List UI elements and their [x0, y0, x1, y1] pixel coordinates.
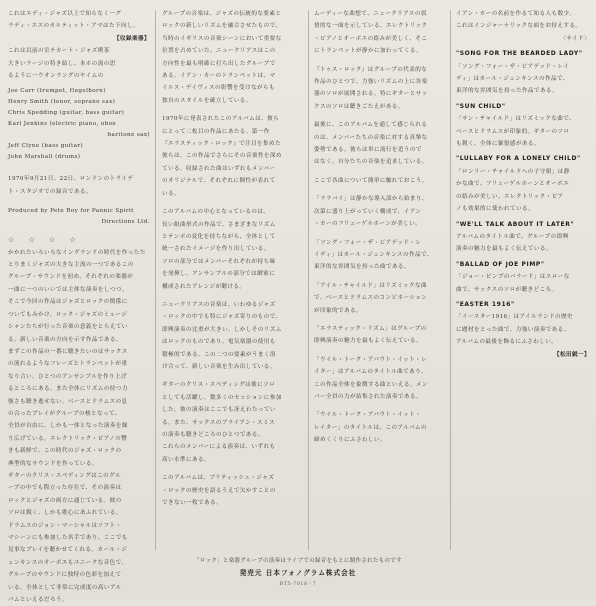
- body-text-line: 器のソロが展開される。特にギターとサッ: [314, 91, 428, 98]
- column-divider: [450, 10, 451, 550]
- body-text-line: 典型的なサウンドを作っている。: [8, 460, 98, 467]
- publisher-name: 発売元 日本フォノグラム株式会社: [239, 569, 357, 577]
- body-text-line: 作品のひとつで、力強いリズムの上に各楽: [314, 79, 428, 86]
- track-note: [456, 299, 590, 349]
- body-text-line: まずこの作品の一番に聴きたいのはサックス: [8, 348, 128, 355]
- body-text-line: ・カーのフリューゲルホーンが美しい。: [314, 221, 422, 228]
- body-text-line: 積極的である。この二つの要素がうまく溶: [162, 351, 276, 358]
- body-text-line: の演奏も聴きどころのひとつである。: [162, 432, 264, 438]
- body-text-line: きも新鮮で、この時代のジャズ・ロックの: [8, 448, 122, 455]
- body-text-line: 即興演奏の魅力を最もよく伝えている。: [314, 338, 422, 345]
- track-title: "WE'LL TALK ABOUT IT LATER": [456, 220, 575, 228]
- body-text-line: ・ロックの中でも特にジャズ寄りのもので、: [162, 314, 282, 321]
- body-text-line: シャンたちが行った音楽の意義をとらえてい: [8, 324, 128, 331]
- body-text-line: ロックとジャズの両方に通じている。彼の: [8, 497, 122, 504]
- body-text-line: グループ・サウンドを初め、それぞれの楽器が: [8, 274, 134, 281]
- body-text-line: なり合い、ひとつのアンサンブルを作り上げ: [8, 373, 128, 380]
- track-note: [456, 219, 590, 256]
- intro-line: これはエディ・ジャズ以上で知らなく一グ: [8, 11, 122, 17]
- body-text-line: ギターのクリス・スペディングはこのグル: [8, 472, 121, 479]
- body-text-line: そこで今回の作品はジャズとロックの関係に: [8, 299, 128, 306]
- side-label: 〈サイド〉: [560, 35, 590, 42]
- track-title: "BALLAD OF JOE PIMP": [456, 260, 545, 268]
- body-text-line: イター」はアルバムのタイトル曲であり、: [314, 369, 428, 376]
- liner-notes-column-4: [456, 8, 590, 553]
- body-text-line: の合ったプレイがグループの核となって、: [8, 410, 121, 417]
- track-note: [456, 101, 590, 151]
- personnel-entry: Joe Carr (trumpet, flugelhorn): [8, 88, 106, 95]
- catalog-number: BT5-7018・7: [279, 581, 317, 587]
- personnel-entry: Henry Smith (tenor, soprano sax): [8, 99, 116, 106]
- body-text-line: にとって二枚目の作品にあたる。第一作: [162, 128, 270, 135]
- body-text-line: 一曲に一つのいいでは主体な演奏をしつつ。: [8, 286, 128, 293]
- track-description-line: ベースとドラムスが印象的。ギターのソロ: [456, 128, 570, 135]
- track-description-line: かな曲で、フリューゲルホーンとオーボエ: [456, 181, 570, 188]
- track-title: "SONG FOR THE BEARDED LADY": [456, 50, 583, 58]
- body-text-line: ープの中でも際立った存在で、その演奏は: [8, 485, 122, 492]
- body-text-line: ・ロックの歴史を語るうえで欠かすことの: [162, 487, 276, 494]
- body-text-line: る。また、サックスのブライアン・スミス: [162, 419, 276, 426]
- body-text-line: 「ソング・フォー・ザ・ビアデッド・レ: [314, 239, 422, 246]
- track-description-line: の絡みが美しい。エレクトリック・ピア: [456, 193, 564, 200]
- column-1-body: [8, 247, 150, 606]
- body-text-line: できない一枚である。: [162, 500, 222, 507]
- body-text-line: の流れるようなフレーズとトランペットが重: [8, 361, 128, 368]
- track-note: [456, 259, 590, 296]
- body-text-line: 1970年に発表されたこのアルバムは、彼ら: [162, 116, 280, 123]
- body-text-line: ソロは鋭く、しかも歌心にあふれている。: [8, 510, 122, 517]
- body-text-line: はなく、自分たちの音楽を追求している。: [314, 159, 428, 166]
- body-text-line: 当時のイギリスの音楽シーンにおいて重要な: [162, 35, 282, 42]
- personnel-list: [8, 86, 150, 163]
- liner-notes-column-2: [162, 8, 304, 553]
- production-credit-line: Produced by Pete Roy for Pannic Spirit: [8, 208, 134, 215]
- intro-line: ラディ・エスのカルティット・アマはた下向し。: [8, 23, 139, 30]
- body-text-line: グループの音楽は、ジャズの伝統的な要素と: [162, 11, 282, 17]
- body-text-line: これらのメンバーによる演奏は、いずれも: [162, 444, 276, 451]
- body-text-line: した。彼の演奏はここでも冴えわたってい: [162, 407, 276, 414]
- intro-line: イアン・カーの名前を作るて知る人も数少。: [456, 11, 576, 17]
- body-text-line: ニュークリアスの音楽は、いわゆるジャズ: [162, 301, 276, 308]
- body-text-line: バー全員の力が結集された演奏である。: [314, 393, 422, 400]
- personnel-entry: Karl Jenkins (electric piano, oboe: [8, 121, 117, 128]
- track-title: "SUN CHILD": [456, 102, 506, 110]
- track-description-line: 東洋的な雰囲気を持った作品である。: [456, 88, 558, 95]
- body-text-line: 全員が自由に、しかも一体となった演奏を繰: [8, 423, 128, 430]
- body-text-line: このアルバムは、ブリティッシュ・ジャズ: [162, 475, 275, 482]
- intro-line: これはインジャーナリックな面をお持えする。: [456, 23, 582, 30]
- body-text-line: 位置を占めていた。ニュークリアスはこの: [162, 48, 276, 55]
- track-description-line: ディ」はカール・ジェンキンスの作品で、: [456, 76, 569, 83]
- track-description-line: 演奏の魅力を最もよく伝えている。: [456, 246, 552, 253]
- personnel-intro-line: るように一ウオンラングのヤイムの: [8, 73, 104, 80]
- personnel-entry: baritone sax): [107, 132, 150, 139]
- body-text-line: ある。イアン・カーのトランペットは、マ: [162, 73, 276, 80]
- body-text-line: 情的な一面を示している。エレクトリック: [314, 23, 428, 30]
- body-text-line: はロックのものであり、電気楽器の使用も: [162, 339, 276, 346]
- body-text-line: イルス・デイヴィスの影響を受けながらも: [162, 85, 275, 92]
- track-description-line: 「サン・チャイルド」はリズミックな曲で、: [456, 116, 576, 123]
- body-text-line: ギターのクリス・スペディングは後にソロ: [162, 382, 276, 389]
- track-description-line: 「ロンリー・チャイルドへの子守唄」は静: [456, 168, 570, 175]
- body-text-line: 方向性を最も明確に打ち出したグループで: [162, 60, 276, 67]
- body-text-line: ・ピアノとオーボエの絡みが美しく、そこ: [314, 35, 428, 42]
- body-text-line: 統一されたイメージを作り出している。: [162, 246, 270, 253]
- body-text-line: レイター」のタイトルは、このアルバムの: [314, 424, 427, 431]
- body-text-line: 構成されたアレンジが聴ける。: [162, 283, 246, 290]
- track-description-line: 曲で、サックスのソロが聴きどころ。: [456, 286, 558, 293]
- track-title: "EASTER 1916": [456, 300, 515, 308]
- body-text-line: グループのサウンドに独特の色彩を加えて: [8, 572, 122, 579]
- body-text-line: 長い組曲形式の作品で、さまざまなリズム: [162, 221, 276, 228]
- production-credit: [8, 206, 150, 228]
- body-text-line: る。新しい音楽の方向を示す作品である。: [8, 336, 122, 343]
- body-text-line: で、ベースとドラムスのコンビネーション: [314, 295, 428, 302]
- body-text-line: 「ウイル・トーク・アバウト・イット・: [314, 412, 422, 419]
- body-text-line: 最後に、このアルバムを通して感じられる: [314, 122, 428, 129]
- body-text-line: 彼らは、この作品でさらにその音楽性を深め: [162, 153, 282, 160]
- body-text-line: この作品全体を象徴する曲といえる。メン: [314, 381, 428, 388]
- body-text-line: 『トゥス・ロック』はグループの代表的な: [314, 66, 428, 73]
- column-divider: [308, 10, 309, 550]
- personnel-entry: Jeff Clyne (bass guitar): [8, 143, 84, 150]
- body-text-line: ここで各曲について簡単に触れておこう。: [314, 177, 428, 184]
- body-text-line: 「ウイル・トーク・アバウト・イット・レ: [314, 356, 428, 363]
- liner-notes-column-1: [8, 8, 150, 604]
- track-description-line: 「ジョー・ピンプのバラード」はスローな: [456, 274, 570, 281]
- column-divider: [155, 10, 156, 550]
- body-text-line: のオリジナルで、それぞれに個性が表れて: [162, 178, 276, 185]
- track-description-line: アルバムのタイトル曲で、グループの即興: [456, 233, 569, 240]
- body-text-line: が印象的である。: [314, 307, 362, 314]
- body-text-line: 『エラスティック・ロック』で注目を集めた: [162, 141, 282, 148]
- body-text-line: 「ララバイ」は静かな導入部から始まり、: [314, 196, 428, 203]
- track-description-line: ノも効果的に使われている。: [456, 206, 534, 213]
- track-description-line: も鋭く、全体に緊張感がある。: [456, 141, 540, 148]
- body-text-line: 姿勢である。彼らは単に流行を追うので: [314, 147, 422, 154]
- personnel-entry: Chris Spedding (guitar, bass guitar): [8, 110, 125, 117]
- body-text-line: 次第に盛り上がっていく構成で、イアン: [314, 208, 422, 215]
- body-text-line: としても活躍し、数多くのセッションに参加: [162, 394, 282, 401]
- track-description-line: 「イースター1916」はアイルランドの歴史: [456, 314, 573, 321]
- track-description-line: に題材をとった曲で、力強い演奏である。: [456, 326, 570, 333]
- body-text-line: ている。収録された曲はいずれもメンバー: [162, 165, 276, 172]
- body-text-line: とりまくジャズの大きな主流の一つであるこの: [8, 262, 134, 269]
- body-text-line: ロックの新しいリズムを融合させたもので、: [162, 23, 282, 30]
- track-note: [456, 48, 590, 98]
- body-text-line: るところにある。また全体にリズムの持つ力: [8, 386, 128, 393]
- body-text-line: のは、メンバーたちの音楽に対する真摯な: [314, 134, 428, 141]
- body-text-line: 強さも聴き逃せない。ベースとドラムスの息: [8, 398, 128, 405]
- body-text-line: り広げている。エレクトリック・ピアノの響: [8, 435, 128, 442]
- section-label: 【収録楽器】: [114, 35, 150, 42]
- body-text-line: とテンポの変化を持ちながら、全体として: [162, 233, 276, 240]
- author-signature: 【松田鋭一】: [554, 351, 590, 358]
- personnel-intro-line: 大きいラージの特き結し、本ホの流の思: [8, 60, 116, 67]
- body-text-line: 東洋的な雰囲気を持った曲である。: [314, 264, 410, 271]
- body-text-line: ェンキンスのオーボエもユニークな音色で、: [8, 559, 128, 566]
- body-text-line: イディ」はカール・ジェンキンスの作品で、: [314, 251, 433, 258]
- track-notes: [456, 48, 590, 348]
- footer-note: 「ロック」と楽器グループの演奏はライブでの録音をもとに制作されたものです: [194, 558, 402, 564]
- body-text-line: クスのソロは聴きごたえがある。: [314, 103, 404, 110]
- body-text-line: いる。: [162, 190, 180, 197]
- body-text-line: バムといえるだろう。: [8, 597, 68, 604]
- track-title: "LULLABY FOR A LONELY CHILD": [456, 155, 581, 163]
- body-text-line: 独自のスタイルを確立している。: [162, 97, 252, 104]
- production-credit-line: Directions Ltd.: [101, 219, 150, 226]
- body-text-line: 即興演奏の比重が大きい。しかしそのリズム: [162, 326, 282, 333]
- body-text-line: いる。全体として非常に完成度の高いアル: [8, 584, 122, 591]
- body-text-line: け合って、新しい音楽を生み出している。: [162, 363, 276, 370]
- body-text-line: 締めくくりにふさわしい。: [314, 437, 386, 444]
- track-note: [456, 153, 590, 215]
- recording-info: ト・スタジオでの録音である。: [8, 188, 92, 195]
- personnel-entry: John Marshall (drums): [8, 154, 81, 161]
- body-text-line: マシーンにも参加した名手であり、ここでも: [8, 535, 128, 541]
- track-description-line: アルバムの最後を飾るにふさわしい。: [456, 339, 558, 346]
- body-text-line: にトランペットが静かに加わってくる。: [314, 48, 422, 55]
- body-text-line: ソロの部分ではメンバーそれぞれが持ち味: [162, 258, 276, 265]
- personnel-intro-line: これは以前の室テカート・ジャズ喫茶: [8, 48, 110, 55]
- body-text-line: ドラムスのジョン・マーシャルはソフト・: [8, 522, 122, 529]
- body-text-line: を発揮し、アンサンブルの部分では緻密に: [162, 271, 276, 278]
- body-text-line: このアルバムの中心となっているのは、: [162, 209, 270, 216]
- body-text-line: ムーディーな曲想で、ニュークリアスの叙: [314, 11, 427, 17]
- divider-stars: ☆ ☆ ☆ ☆: [8, 236, 82, 245]
- track-description-line: 「ソング・フォー・ザ・ビアデッド・レイ: [456, 63, 570, 70]
- body-text-line: 「エラスティック・リズム」はグループの: [314, 325, 427, 332]
- body-text-line: 「アイル・チャイルド」はリズミックな曲: [314, 282, 427, 289]
- body-text-line: 見事なプレイを聴かせてくれる。カール・ジ: [8, 547, 128, 554]
- body-text-line: ついてもみかけ、ロック・ジャズのミュージ: [8, 311, 128, 318]
- liner-notes-column-3: [314, 8, 446, 553]
- body-text-line: 高い水準にある。: [162, 456, 210, 463]
- body-text-line: かかれたいろいろなイングランドの時代を作ったた: [8, 249, 146, 256]
- recording-info: 1970年9月21日、22日、ロンドンのトライデ: [8, 176, 134, 183]
